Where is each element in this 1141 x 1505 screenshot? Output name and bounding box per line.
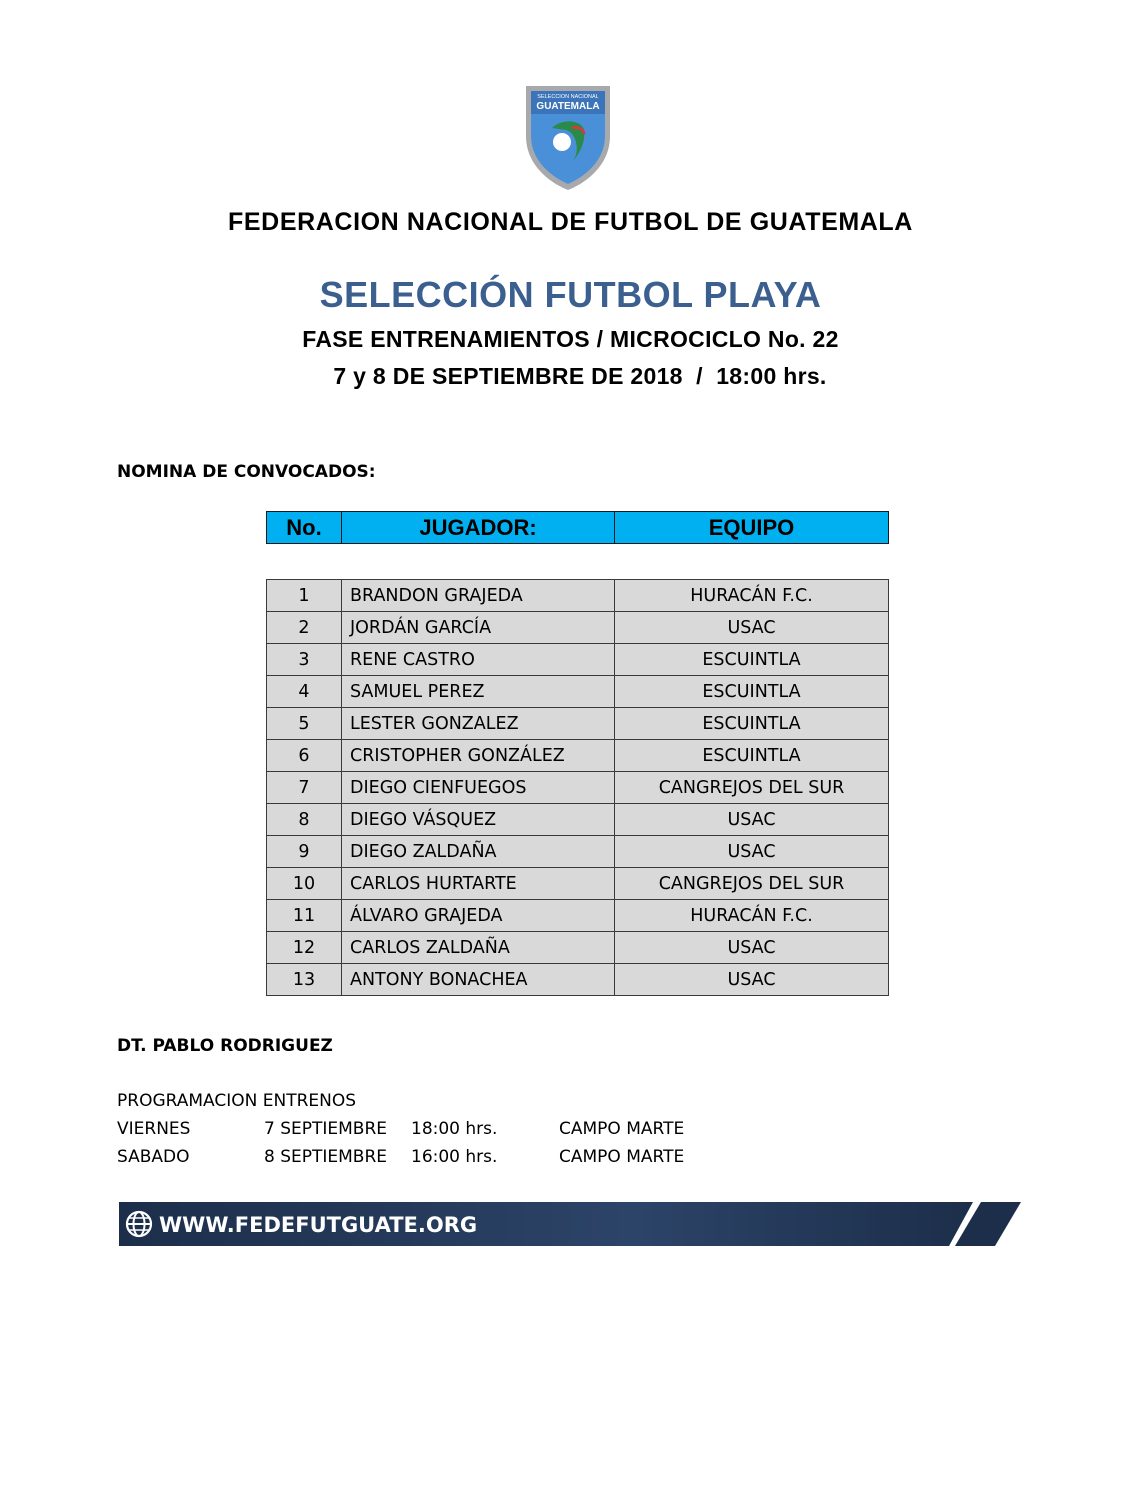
- federation-crest-logo: [522, 84, 614, 192]
- row-no: 5: [267, 708, 342, 740]
- table-row: [267, 964, 889, 996]
- roster-table: [266, 579, 889, 996]
- row-team: CANGREJOS DEL SUR: [615, 772, 889, 804]
- footer-banner: [119, 1202, 1021, 1246]
- row-no: 2: [267, 612, 342, 644]
- page-title: SELECCIÓN FUTBOL PLAYA: [319, 274, 822, 315]
- table-row: [267, 740, 889, 772]
- row-no: 9: [267, 836, 342, 868]
- schedule-place: CAMPO MARTE: [559, 1147, 685, 1167]
- row-team: CANGREJOS DEL SUR: [615, 868, 889, 900]
- row-player: BRANDON GRAJEDA: [342, 580, 615, 612]
- row-no: 11: [267, 900, 342, 932]
- table-row: [267, 612, 889, 644]
- table-row: [267, 804, 889, 836]
- row-no: 8: [267, 804, 342, 836]
- row-player: SAMUEL PEREZ: [342, 676, 615, 708]
- row-player: JORDÁN GARCÍA: [342, 612, 615, 644]
- row-player: CRISTOPHER GONZÁLEZ: [342, 740, 615, 772]
- row-no: 13: [267, 964, 342, 996]
- svg-text:GUATEMALA: GUATEMALA: [536, 101, 600, 112]
- table-row: [267, 868, 889, 900]
- row-player: CARLOS ZALDAÑA: [342, 932, 615, 964]
- roster-table-header: [266, 511, 889, 544]
- row-team: ESCUINTLA: [615, 676, 889, 708]
- row-player: RENE CASTRO: [342, 644, 615, 676]
- row-team: USAC: [615, 964, 889, 996]
- row-player: DIEGO ZALDAÑA: [342, 836, 615, 868]
- row-team: USAC: [615, 612, 889, 644]
- schedule-time: 18:00 hrs.: [411, 1119, 498, 1139]
- row-team: ESCUINTLA: [615, 740, 889, 772]
- nomina-label: NOMINA DE CONVOCADOS:: [117, 462, 376, 482]
- row-no: 1: [267, 580, 342, 612]
- schedule-date: 7 SEPTIEMBRE: [264, 1119, 388, 1139]
- svg-text:SELECCION NACIONAL: SELECCION NACIONAL: [537, 94, 599, 100]
- schedule-date: 8 SEPTIEMBRE: [264, 1147, 388, 1167]
- row-no: 4: [267, 676, 342, 708]
- row-no: 7: [267, 772, 342, 804]
- footer-url[interactable]: WWW.FEDEFUTGUATE.ORG: [159, 1213, 478, 1237]
- row-player: LESTER GONZALEZ: [342, 708, 615, 740]
- table-row: [267, 580, 889, 612]
- row-player: DIEGO CIENFUEGOS: [342, 772, 615, 804]
- date-line: 7 y 8 DE SEPTIEMBRE DE 2018 / 18:00 hrs.: [333, 363, 827, 389]
- row-team: HURACÁN F.C.: [615, 580, 889, 612]
- row-no: 12: [267, 932, 342, 964]
- table-row: [267, 900, 889, 932]
- row-team: ESCUINTLA: [615, 708, 889, 740]
- table-row: [267, 708, 889, 740]
- header-no: No.: [267, 512, 342, 544]
- schedule-day: VIERNES: [117, 1119, 191, 1139]
- training-schedule: [117, 1087, 817, 1171]
- row-no: 3: [267, 644, 342, 676]
- row-no: 10: [267, 868, 342, 900]
- header-player: JUGADOR:: [342, 512, 615, 544]
- schedule-title: PROGRAMACION ENTRENOS: [117, 1091, 357, 1111]
- row-team: USAC: [615, 932, 889, 964]
- row-no: 6: [267, 740, 342, 772]
- header-team: EQUIPO: [615, 512, 889, 544]
- row-team: USAC: [615, 836, 889, 868]
- schedule-row: [117, 1143, 817, 1171]
- table-row: [267, 836, 889, 868]
- schedule-place: CAMPO MARTE: [559, 1119, 685, 1139]
- row-team: USAC: [615, 804, 889, 836]
- subtitle: FASE ENTRENAMIENTOS / MICROCICLO No. 22: [302, 326, 839, 352]
- schedule-time: 16:00 hrs.: [411, 1147, 498, 1167]
- table-row: [267, 772, 889, 804]
- table-row: [267, 644, 889, 676]
- row-player: ANTONY BONACHEA: [342, 964, 615, 996]
- coach-name: DT. PABLO RODRIGUEZ: [117, 1036, 333, 1056]
- table-row: [267, 932, 889, 964]
- row-player: CARLOS HURTARTE: [342, 868, 615, 900]
- table-row: [267, 676, 889, 708]
- federation-name: FEDERACION NACIONAL DE FUTBOL DE GUATEMALA: [228, 208, 913, 236]
- row-player: ÁLVARO GRAJEDA: [342, 900, 615, 932]
- schedule-day: SABADO: [117, 1147, 190, 1167]
- row-player: DIEGO VÁSQUEZ: [342, 804, 615, 836]
- schedule-row: [117, 1115, 817, 1143]
- row-team: HURACÁN F.C.: [615, 900, 889, 932]
- row-team: ESCUINTLA: [615, 644, 889, 676]
